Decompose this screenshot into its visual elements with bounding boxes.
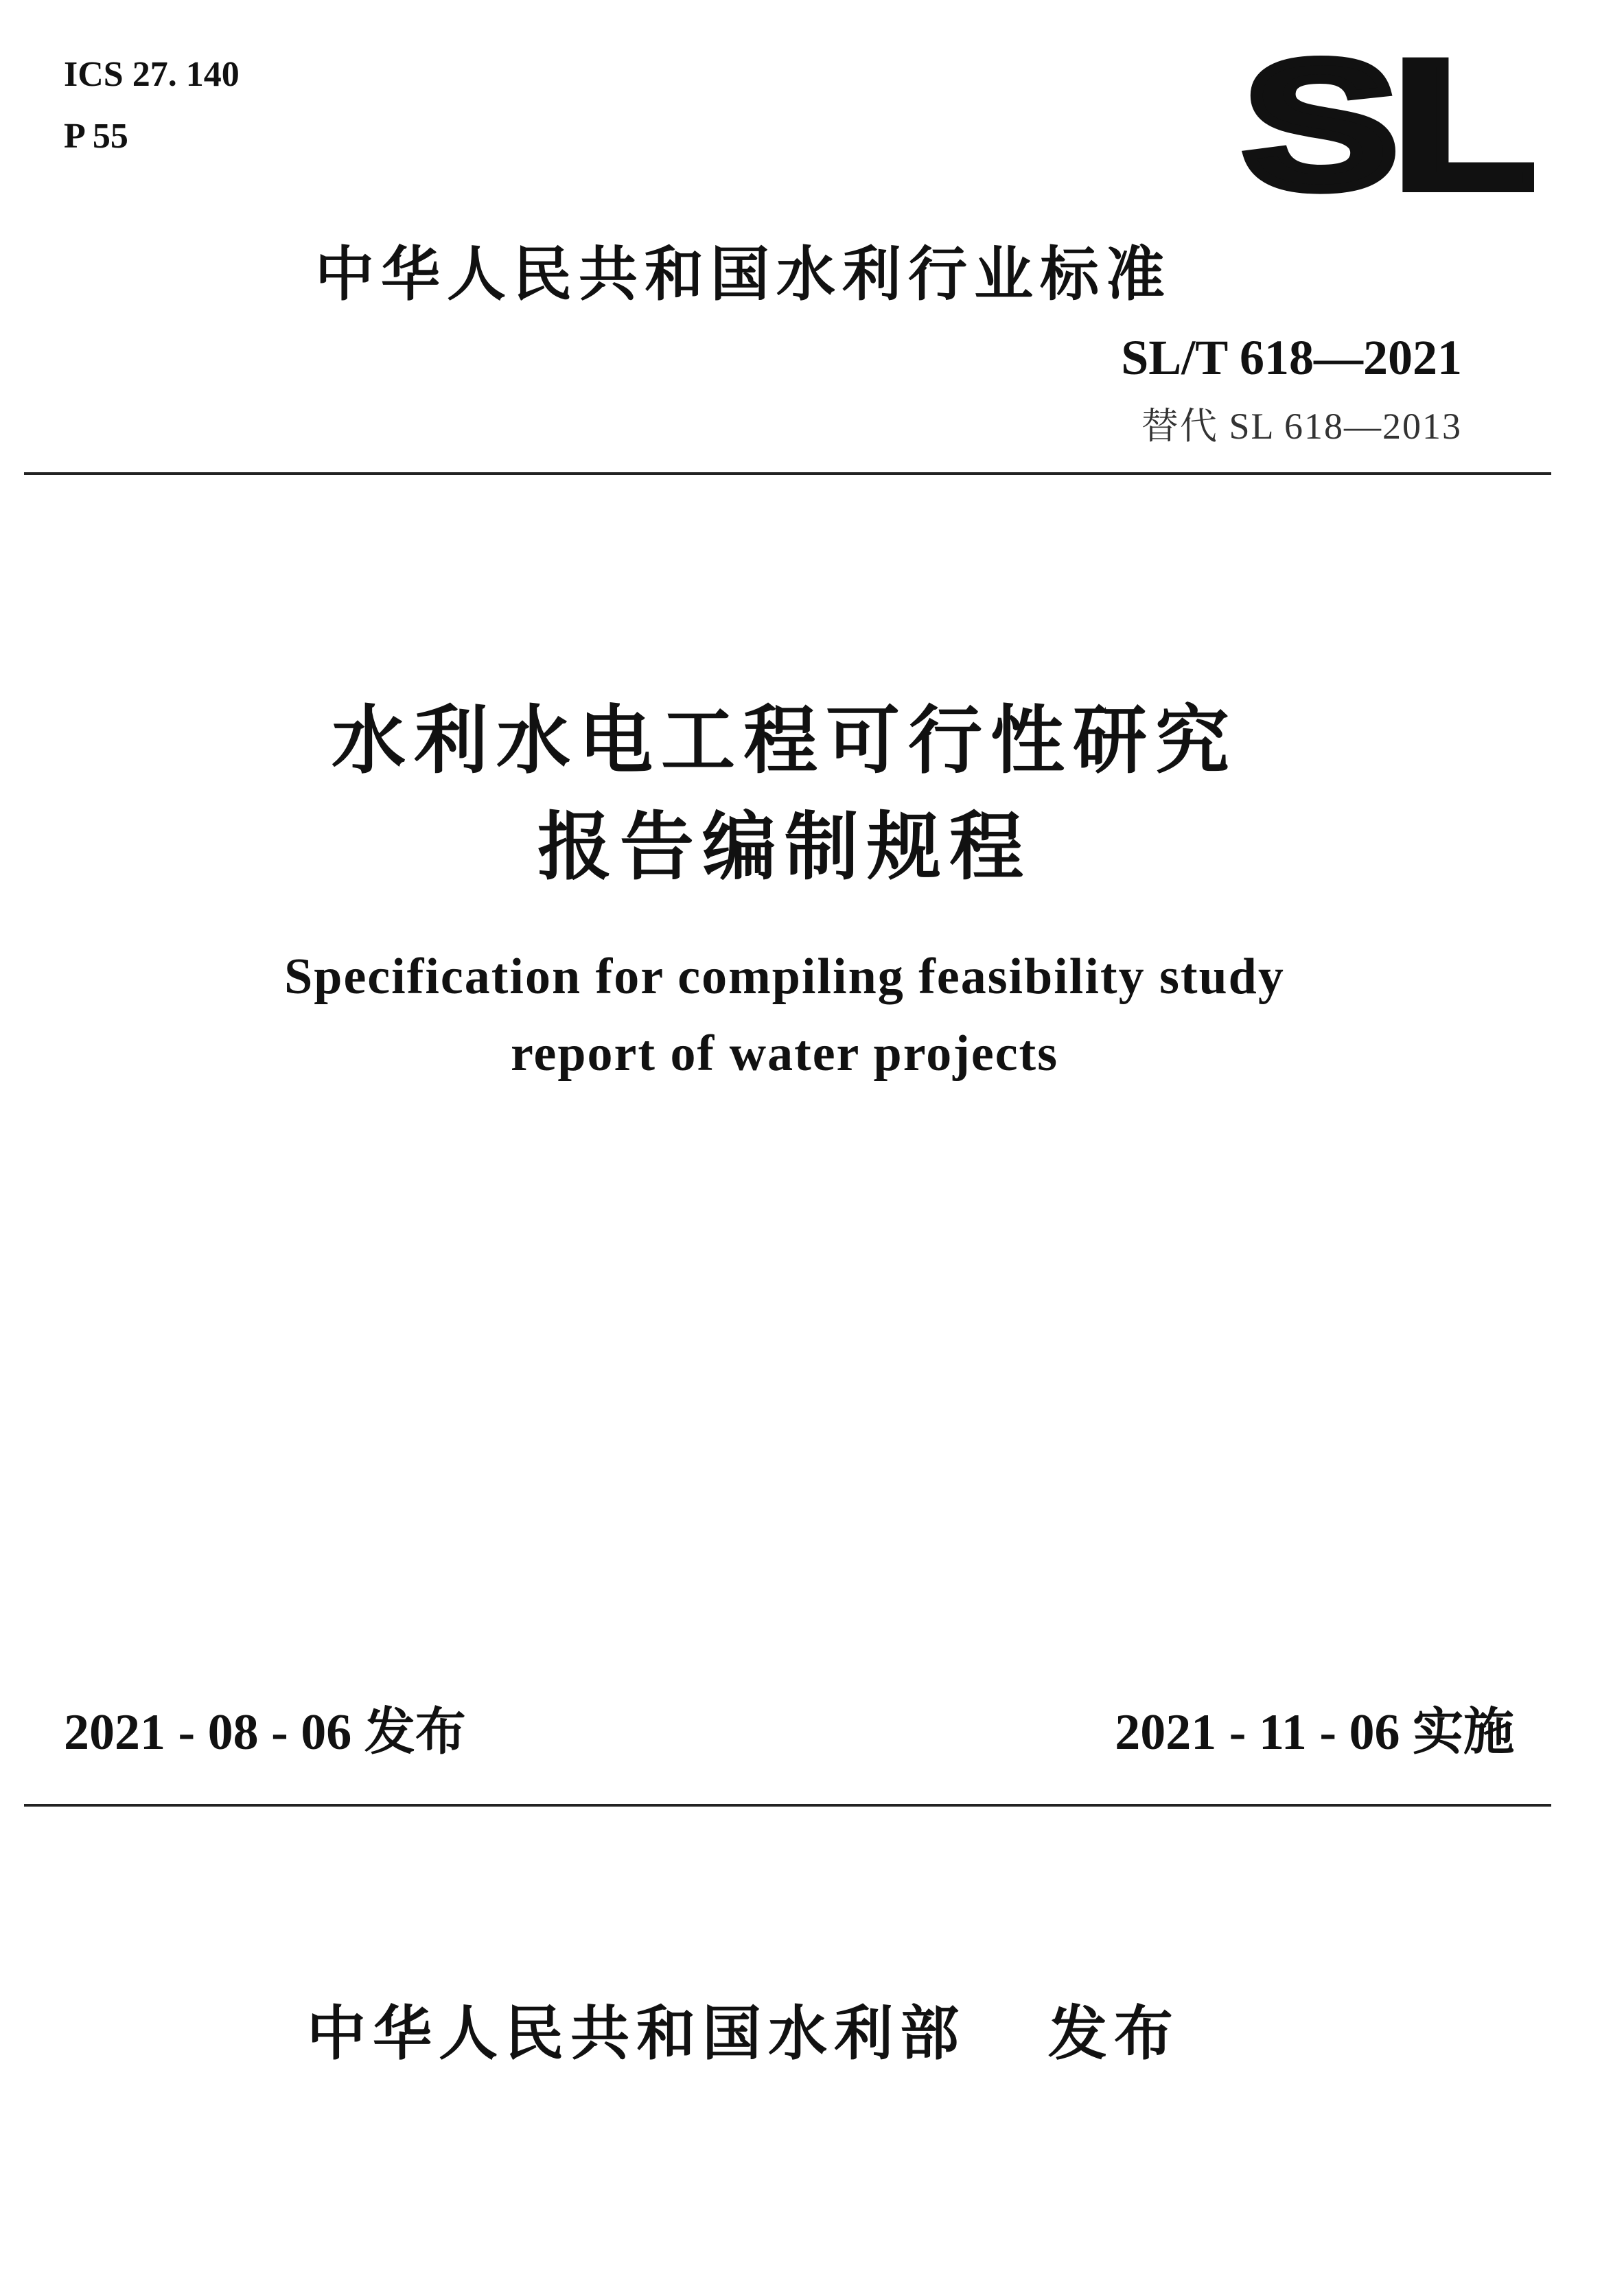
english-title-line-2: report of water projects xyxy=(510,1025,1058,1082)
standard-number: SL/T 618—2021 xyxy=(1121,330,1462,385)
issue-label: 发布 xyxy=(364,1702,466,1761)
issue-date-block xyxy=(64,1701,466,1763)
issue-date: 2021 - 08 - 06 xyxy=(64,1704,352,1761)
chinese-title-line-2: 报告编制规程 xyxy=(537,804,1032,890)
publisher-name: 中华人民共和国水利部 xyxy=(307,1999,966,2068)
top-divider xyxy=(24,472,1551,475)
chinese-title-line-1: 水利水电工程可行性研究 xyxy=(331,698,1238,784)
english-title-line-1: Specification for compiling feasibility study xyxy=(284,949,1285,1005)
replaces-standard: 替代 SL 618—2013 xyxy=(1141,406,1462,447)
industry-standard-title: 中华人民共和国水利行业标准 xyxy=(315,240,1172,309)
publisher-line xyxy=(0,1996,1624,2072)
bottom-divider xyxy=(24,1804,1551,1807)
ics-code: ICS 27. 140 xyxy=(64,55,240,94)
category-code: P 55 xyxy=(64,117,128,156)
sl-logo xyxy=(1239,54,1534,198)
implement-date-block xyxy=(1115,1701,1514,1763)
sl-logo-text: SL xyxy=(1242,54,1532,198)
implement-date: 2021 - 11 - 06 xyxy=(1115,1704,1400,1761)
implement-label: 实施 xyxy=(1413,1702,1514,1761)
publisher-action: 发布 xyxy=(1047,1999,1180,2068)
